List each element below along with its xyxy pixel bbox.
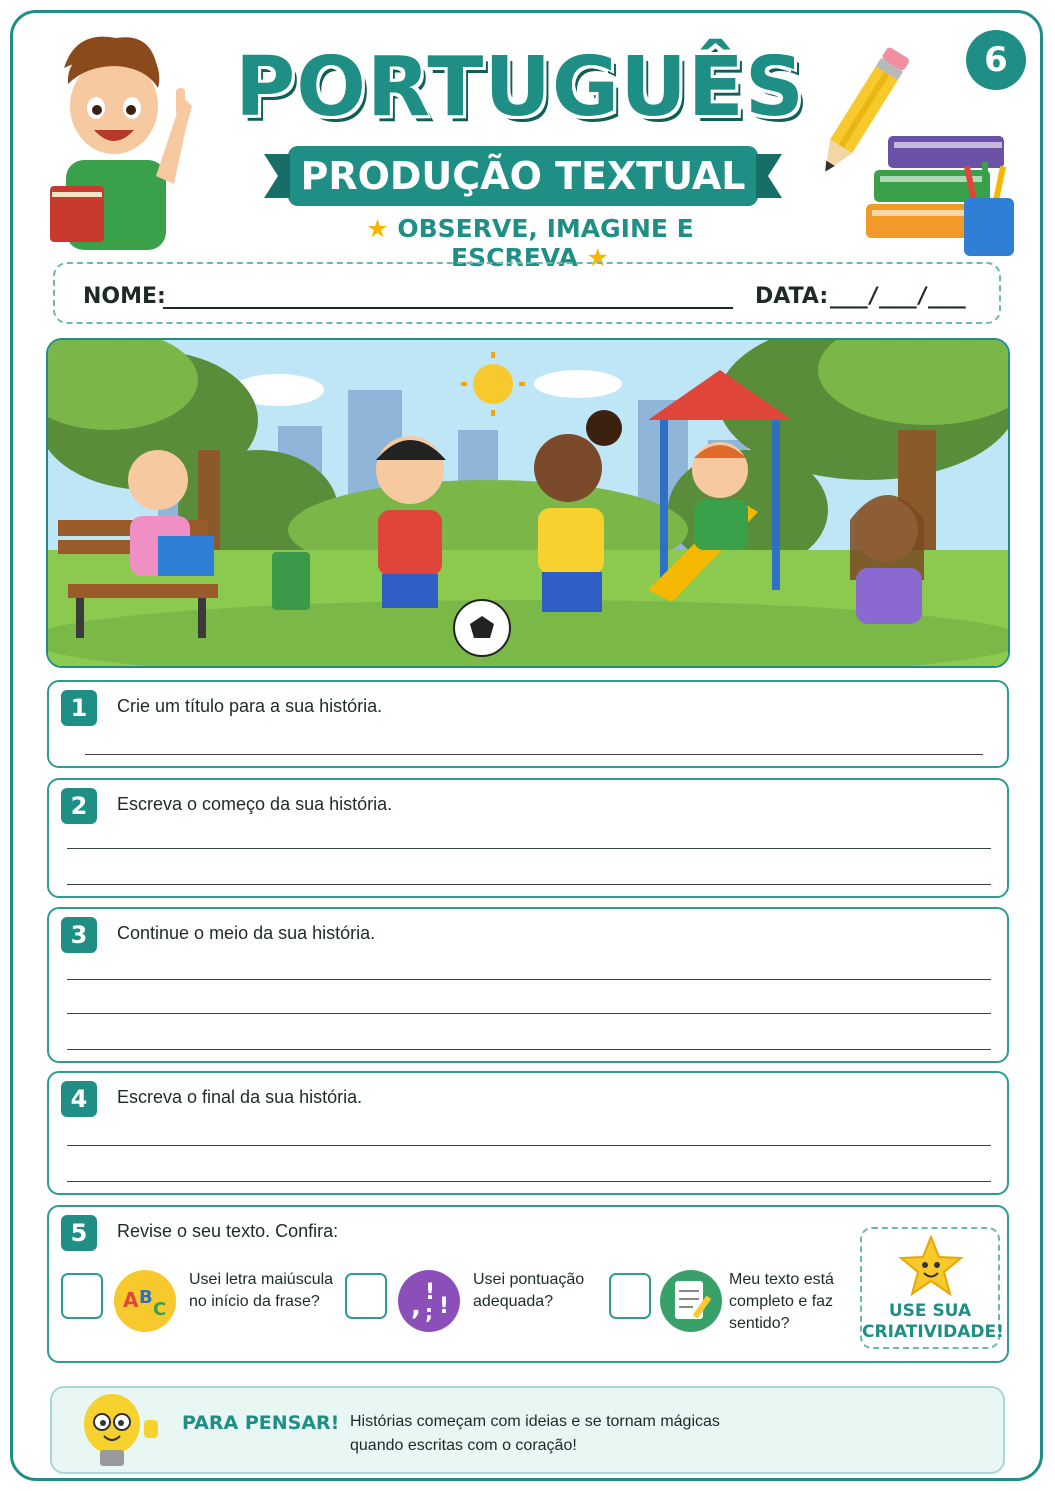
svg-text:!: ! [439,1294,450,1319]
abc-icon [113,1269,177,1333]
writing-line[interactable] [67,1145,991,1146]
svg-text:B: B [139,1287,153,1308]
name-field[interactable] [163,307,733,309]
page-number-badge: 6 [966,30,1026,90]
document-pencil-icon [659,1269,723,1333]
creativity-line: CRIATIVIDADE! [862,1322,1004,1342]
checkbox-text-complete[interactable] [609,1273,651,1319]
worksheet-title: PORTUGUÊS [235,40,805,135]
smiling-star-icon [898,1235,964,1297]
tagline-text: OBSERVE, IMAGINE E ESCREVA [397,214,694,272]
writing-line[interactable] [67,884,991,885]
writing-line[interactable] [67,979,991,980]
lightbulb-icon [68,1390,168,1474]
svg-text:C: C [153,1299,167,1320]
writing-line[interactable] [67,1049,991,1050]
question-number: 3 [61,917,97,953]
star-icon: ★ [586,243,609,272]
checklist-item-text [189,1269,333,1313]
question-number: 5 [61,1215,97,1251]
park-scene-illustration [46,338,1010,668]
date-label: DATA: [755,284,829,309]
checklist-line: adequada? [473,1293,554,1310]
svg-text:A: A [123,1288,139,1312]
question-card-5 [47,1205,1009,1363]
creativity-text [862,1301,1004,1343]
creativity-badge [860,1227,1004,1349]
question-card-3 [47,907,1009,1063]
question-text: Escreva o final da sua história. [117,1087,363,1107]
question-card-2 [47,778,1009,898]
date-field[interactable]: ___/___/___ [830,284,965,309]
writing-line[interactable] [85,754,983,755]
question-number: 1 [61,690,97,726]
books-pencil-cup-illustration [864,132,1024,258]
creativity-line: USE SUA [888,1301,972,1321]
checklist-line: no início da frase? [189,1293,320,1310]
park-scene-drawing [48,340,1010,668]
question-text: Continue o meio da sua história. [117,923,376,943]
question-text: Escreva o começo da sua história. [117,794,393,814]
name-date-box [53,262,1001,324]
subtitle-banner: PRODUÇÃO TEXTUAL [288,146,758,206]
name-label: NOME: [83,284,166,309]
checklist-line: completo e faz [729,1293,834,1310]
writing-line[interactable] [67,1013,991,1014]
question-card-4 [47,1071,1009,1195]
question-text: Revise o seu texto. Confira: [117,1221,339,1241]
boy-pointing-illustration [36,28,196,254]
question-number: 4 [61,1081,97,1117]
punctuation-icon [397,1269,461,1333]
question-card-1 [47,680,1009,768]
svg-text:!: ! [425,1280,436,1305]
think-text [350,1410,720,1458]
svg-text:,: , [411,1292,421,1322]
checklist-item-text [473,1269,584,1313]
think-line: Histórias começam com ideias e se tornam mágicas [350,1413,720,1430]
writing-line[interactable] [67,1181,991,1182]
checklist-line: Usei letra maiúscula [189,1271,334,1288]
think-line: quando escritas com o coração! [350,1437,577,1454]
checklist-line: Usei pontuação [473,1271,585,1288]
question-text: Crie um título para a sua história. [117,696,383,716]
think-title: PARA PENSAR! [182,1412,340,1434]
checklist-item-text [729,1269,834,1335]
writing-line[interactable] [67,848,991,849]
think-box [50,1386,1005,1474]
checklist-line: Meu texto está [729,1271,834,1288]
checkbox-punctuation[interactable] [345,1273,387,1319]
checklist-line: sentido? [729,1315,790,1332]
checkbox-capital-letter[interactable] [61,1273,103,1319]
star-icon: ★ [366,214,389,243]
question-number: 2 [61,788,97,824]
svg-text:;: ; [425,1300,433,1324]
